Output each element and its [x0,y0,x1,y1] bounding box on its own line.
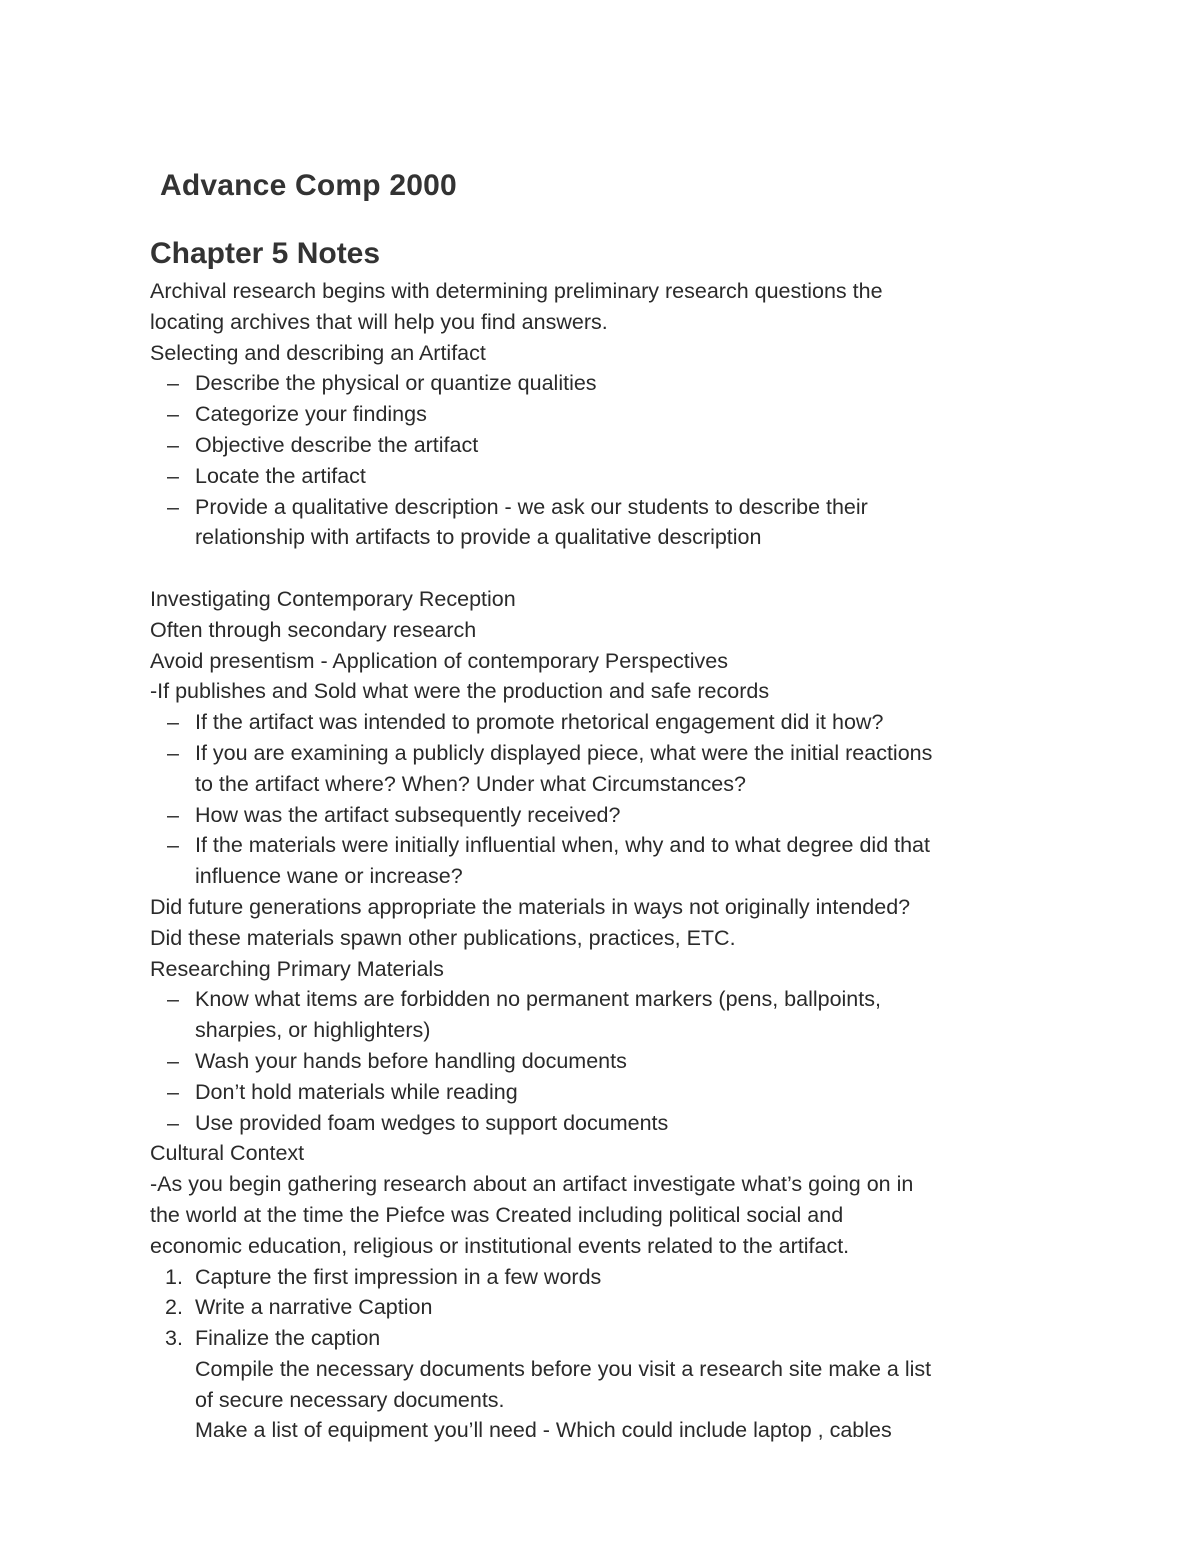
number-marker: 2. [165,1295,183,1320]
numbered-item [150,1262,1070,1293]
list-item [150,738,1070,800]
dash-marker: – [167,710,179,735]
dash-marker: – [167,463,179,488]
list-item-text: If the artifact was intended to promote rhetorical engagement did it how? [195,710,884,735]
paragraph-line: Often through secondary research [150,617,477,642]
list-item-text: influence wane or increase? [195,864,463,889]
dash-marker: – [167,802,179,827]
paragraph-line: economic education, religious or institutional events related to the artifact. [150,1233,850,1258]
numbered-item-text: Write a narrative Caption [195,1295,433,1320]
dash-marker: – [167,833,179,858]
list-item-text: Provide a qualitative description - we ask our students to describe their [195,494,868,519]
document-body [150,276,1070,1446]
numbered-item [150,1292,1070,1323]
number-marker: 3. [165,1326,183,1351]
list-item-text: Know what items are forbidden no permanent markers (pens, ballpoints, [195,987,881,1012]
list-item [150,1046,1070,1077]
list-item [150,707,1070,738]
list-item [150,800,1070,831]
list-item-text: to the artifact where? When? Under what Circumstances? [195,771,746,796]
section-heading-cultural: Cultural Context [150,1141,305,1166]
list-item [150,430,1070,461]
list-item-text: Categorize your findings [195,402,427,427]
list-item-text: Locate the artifact [195,463,366,488]
paragraph-line: of secure necessary documents. [195,1387,505,1412]
section-heading-selecting: Selecting and describing an Artifact [150,340,486,365]
numbered-item-text: Finalize the caption [195,1326,381,1351]
numbered-continuation [150,1354,1070,1446]
dash-marker: – [167,1110,179,1135]
list-item [150,492,1070,554]
list-item-text: Describe the physical or quantize qualities [195,371,597,396]
paragraph-line: Did future generations appropriate the materials in ways not originally intended? [150,894,911,919]
list-item [150,399,1070,430]
list-item-text: Wash your hands before handling documents [195,1048,627,1073]
section-heading-primary: Researching Primary Materials [150,956,444,981]
list-item-text: relationship with artifacts to provide a qualitative description [195,525,762,550]
dash-marker: – [167,371,179,396]
list-item [150,1108,1070,1139]
list-item [150,368,1070,399]
paragraph-line: Avoid presentism - Application of contemporary Perspectives [150,648,728,673]
numbered-item-text: Capture the first impression in a few words [195,1264,602,1289]
dash-marker: – [167,1079,179,1104]
intro-line: Archival research begins with determining preliminary research questions the [150,279,883,303]
dash-marker: – [167,494,179,519]
dash-marker: – [167,1048,179,1073]
list-item-text: sharpies, or highlighters) [195,1018,431,1043]
dash-marker: – [167,432,179,457]
list-item-text: How was the artifact subsequently received? [195,802,621,827]
list-item-text: Objective describe the artifact [195,432,479,457]
list-item [150,461,1070,492]
paragraph-line: the world at the time the Piefce was Created including political social and [150,1202,844,1227]
list-item-text: If the materials were initially influential when, why and to what degree did that [195,833,930,858]
dash-marker: – [167,740,179,765]
list-item [150,984,1070,1046]
numbered-item [150,1323,1070,1354]
paragraph-line: Compile the necessary documents before you visit a research site make a list [195,1356,932,1381]
dash-marker: – [167,402,179,427]
list-item-text: If you are examining a publicly displayed piece, what were the initial reactions [195,740,933,765]
section-heading-reception: Investigating Contemporary Reception [150,586,516,611]
paragraph-line: -If publishes and Sold what were the production and safe records [150,679,770,704]
document-title: Advance Comp 2000 [160,169,457,202]
dash-marker: – [167,987,179,1012]
paragraph-line: Did these materials spawn other publications, practices, ETC. [150,925,736,950]
document-page [150,166,1070,1446]
list-item-text: Use provided foam wedges to support documents [195,1110,669,1135]
chapter-title: Chapter 5 Notes [150,237,381,270]
blank-line [150,553,1070,584]
list-item [150,830,1070,892]
number-marker: 1. [165,1264,183,1289]
list-item [150,1077,1070,1108]
paragraph-line: Make a list of equipment you’ll need - Which could include laptop , cables [195,1418,892,1443]
intro-line: locating archives that will help you find answers. [150,309,608,334]
paragraph-line: -As you begin gathering research about an artifact investigate what’s going on in [150,1172,914,1197]
list-item-text: Don’t hold materials while reading [195,1079,518,1104]
